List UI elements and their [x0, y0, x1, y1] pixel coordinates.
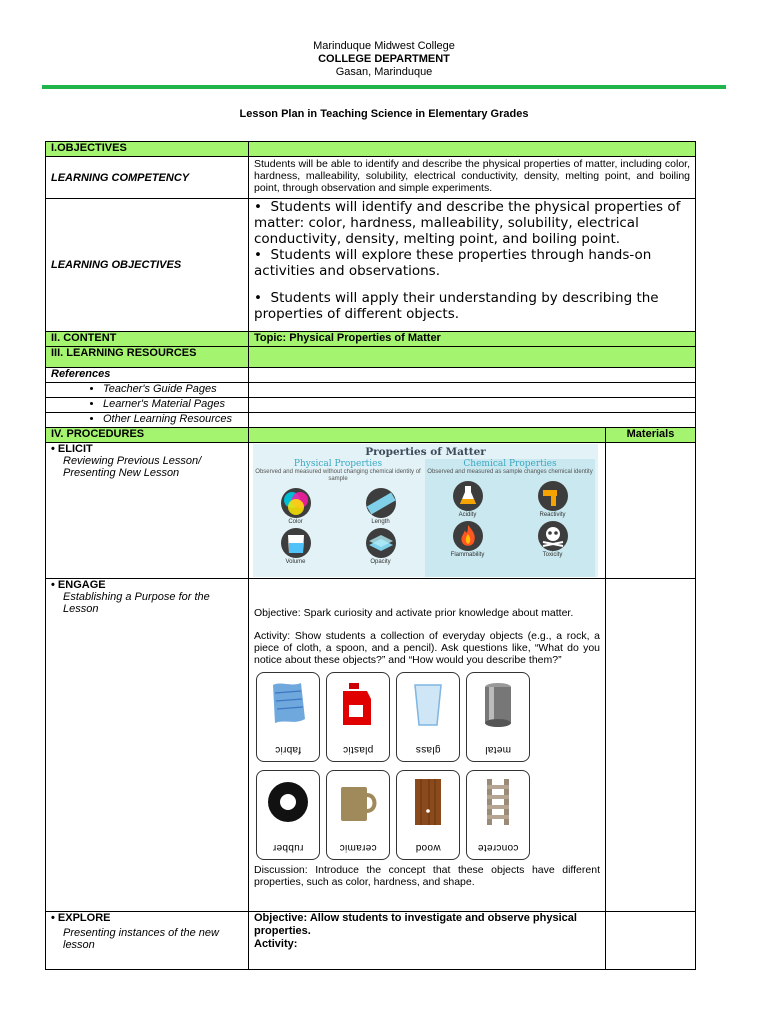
card-concrete: concrete — [466, 770, 530, 860]
objective-item: • Students will explore these properties through hands-on activities and observations. — [254, 247, 652, 279]
glass-cup-icon — [405, 679, 451, 729]
resource-item: • Other Learning Resources — [103, 413, 243, 425]
object-cards — [254, 670, 532, 862]
content-heading: II. CONTENT — [46, 332, 249, 347]
toxicity-skull-icon: Toxicity — [510, 520, 595, 558]
length-ruler-icon: Length — [338, 487, 423, 525]
poster-title: Properties of Matter — [365, 446, 486, 458]
materials-heading: Materials — [606, 428, 696, 443]
fabric-icon — [265, 679, 311, 729]
resource-item: • Learner's Material Pages — [103, 398, 243, 410]
header-divider — [42, 85, 726, 89]
wood-plank-icon — [405, 777, 451, 827]
engage-discussion: Discussion: Introduce the concept that these objects have different properties, such as color, hardness, and shape. — [254, 864, 600, 888]
objectives-heading-fill — [249, 142, 696, 157]
engage-materials — [606, 579, 696, 912]
lesson-plan-table — [45, 141, 696, 970]
explore-sub: Presenting instances of the new lesson — [63, 927, 219, 951]
explore-label: EXPLORE — [57, 912, 111, 924]
rubber-tire-icon — [265, 777, 311, 827]
document-header — [0, 40, 768, 79]
card-glass: glass — [396, 672, 460, 762]
college-location: Gasan, Marinduque — [335, 66, 433, 78]
chemical-properties-desc: Observed and measured as sample changes chemical identity — [427, 469, 593, 475]
concrete-ladder-icon — [475, 777, 521, 827]
card-plastic: plastic — [326, 672, 390, 762]
engage-content — [249, 579, 606, 912]
elicit-sub: Reviewing Previous Lesson/ Presenting New Lesson — [63, 455, 202, 479]
references-label: References — [46, 368, 249, 383]
reactivity-icon: Reactivity — [510, 480, 595, 518]
procedures-heading: IV. PROCEDURES — [46, 428, 249, 443]
metal-can-icon — [475, 679, 521, 729]
color-icon: Color — [253, 487, 338, 525]
plastic-jug-icon — [335, 679, 381, 729]
objectives-label: LEARNING OBJECTIVES — [46, 199, 249, 332]
card-ceramic: ceramic — [326, 770, 390, 860]
elicit-materials — [606, 443, 696, 579]
elicit-label: ELICIT — [57, 443, 93, 455]
objectives-heading: I.OBJECTIVES — [46, 142, 249, 157]
engage-objective: Objective: Spark curiosity and activate prior knowledge about matter. — [254, 607, 574, 619]
objective-item: • Students will identify and describe the physical properties of matter: color, hardness, malleability, solubility, electrical conductivity, density, melting point, and boiling point. — [254, 199, 681, 247]
explore-objective: Objective: Allow students to investigate and observe physical properties. — [254, 912, 577, 937]
elicit-cell: • ELICIT Reviewing Previous Lesson/ Presenting New Lesson — [46, 443, 249, 579]
elicit-content — [249, 443, 606, 579]
volume-beaker-icon: Volume — [253, 527, 338, 565]
opacity-icon: Opacity — [338, 527, 423, 565]
card-rubber: rubber — [256, 770, 320, 860]
flammability-flame-icon: Flammability — [425, 520, 510, 558]
explore-cell: • EXPLORE Presenting instances of the new lesson — [46, 912, 249, 970]
engage-sub: Establishing a Purpose for the Lesson — [63, 591, 210, 615]
physical-properties-header: Physical Properties — [293, 459, 383, 469]
engage-cell: • ENGAGE Establishing a Purpose for the Lesson — [46, 579, 249, 912]
acidity-flask-icon: Acidity — [425, 480, 510, 518]
competency-text: Students will be able to identify and describe the physical properties of matter, including color, hardness, malleability, solubility, electrical conductivity, density, melting point, and boiling point, through observation and simple experiments. — [249, 157, 696, 199]
properties-of-matter-poster — [253, 444, 598, 577]
engage-label: ENGAGE — [57, 579, 106, 591]
resources-heading-fill — [249, 347, 696, 368]
plan-title: Lesson Plan in Teaching Science in Elementary Grades — [239, 108, 529, 120]
ceramic-mug-icon — [335, 777, 381, 827]
card-metal: metal — [466, 672, 530, 762]
card-wood: wood — [396, 770, 460, 860]
chemical-properties-header: Chemical Properties — [463, 459, 557, 469]
engage-activity: Activity: Show students a collection of everyday objects (e.g., a rock, a piece of cloth, a spoon, and a pencil). Ask questions like, “What do you notice about these objects?” and “How would you describe them?” — [254, 630, 600, 666]
department-name: COLLEGE DEPARTMENT — [318, 53, 450, 65]
explore-materials — [606, 912, 696, 970]
card-fabric: fabric — [256, 672, 320, 762]
objectives-list — [249, 199, 696, 332]
resource-item: • Teacher's Guide Pages — [103, 383, 243, 395]
objective-item: • Students will apply their understanding by describing the properties of different objects. — [254, 290, 659, 322]
explore-content — [249, 912, 606, 970]
content-topic: Topic: Physical Properties of Matter — [249, 332, 696, 347]
physical-properties-desc: Observed and measured without changing chemical identity of sample — [255, 469, 421, 482]
resources-heading: III. LEARNING RESOURCES — [46, 347, 249, 368]
competency-label: LEARNING COMPETENCY — [46, 157, 249, 199]
college-name: Marinduque Midwest College — [313, 40, 455, 52]
explore-activity: Activity: — [254, 938, 298, 950]
